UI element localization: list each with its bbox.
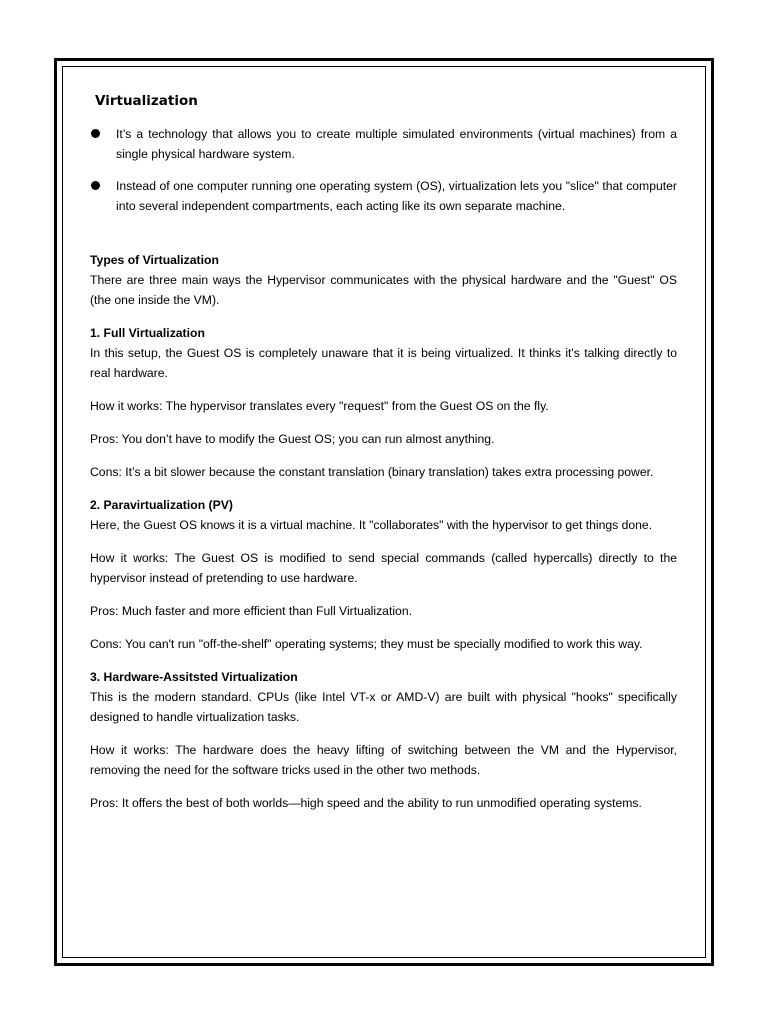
full-how: How it works: The hypervisor translates every "request" from the Guest OS on the fly. — [90, 399, 549, 413]
full-virtualization-heading: 1. Full Virtualization — [90, 326, 205, 340]
paravirtualization-heading: 2. Paravirtualization (PV) — [90, 498, 233, 512]
para-cons: Cons: You can't run "off-the-shelf" operating systems; they must be specially modified to work this way. — [90, 637, 643, 651]
types-intro: There are three main ways the Hypervisor communicates with the physical hardware and the "Guest" OS (the one inside the VM). — [90, 273, 677, 307]
bullet-icon — [91, 129, 100, 138]
hw-pros: Pros: It offers the best of both worlds—high speed and the ability to run unmodified operating systems. — [90, 796, 642, 810]
full-pros: Pros: You don’t have to modify the Guest OS; you can run almost anything. — [90, 432, 495, 446]
full-intro: In this setup, the Guest OS is completely unaware that it is being virtualized. It thinks it's talking directly to real hardware. — [90, 346, 677, 380]
bullet-icon — [91, 181, 100, 190]
para-how: How it works: The Guest OS is modified to send special commands (called hypercalls) directly to the hypervisor instead of pretending to use hardware. — [90, 551, 677, 585]
page-title: Virtualization — [95, 93, 198, 109]
list-item — [90, 124, 677, 164]
para-intro: Here, the Guest OS knows it is a virtual machine. It "collaborates" with the hypervisor to get things done. — [90, 518, 653, 532]
list-item — [90, 176, 677, 216]
bullet-text: It’s a technology that allows you to create multiple simulated environments (virtual machines) from a single physical hardware system. — [116, 127, 677, 161]
intro-bullet-list — [90, 124, 677, 216]
hw-how: How it works: The hardware does the heavy lifting of switching between the VM and the Hypervisor, removing the need for the software tricks used in the other two methods. — [90, 743, 677, 777]
bullet-text: Instead of one computer running one operating system (OS), virtualization lets you "slice" that computer into several independent compartments, each acting like its own separate machine. — [116, 179, 677, 213]
document-body — [90, 89, 677, 826]
full-cons: Cons: It’s a bit slower because the constant translation (binary translation) takes extra processing power. — [90, 465, 654, 479]
hardware-assisted-heading: 3. Hardware-Assitsted Virtualization — [90, 670, 298, 684]
hw-intro: This is the modern standard. CPUs (like Intel VT-x or AMD-V) are built with physical "hooks" specifically designed to handle virtualization tasks. — [90, 690, 677, 724]
para-pros: Pros: Much faster and more efficient than Full Virtualization. — [90, 604, 412, 618]
types-heading: Types of Virtualization — [90, 253, 219, 267]
